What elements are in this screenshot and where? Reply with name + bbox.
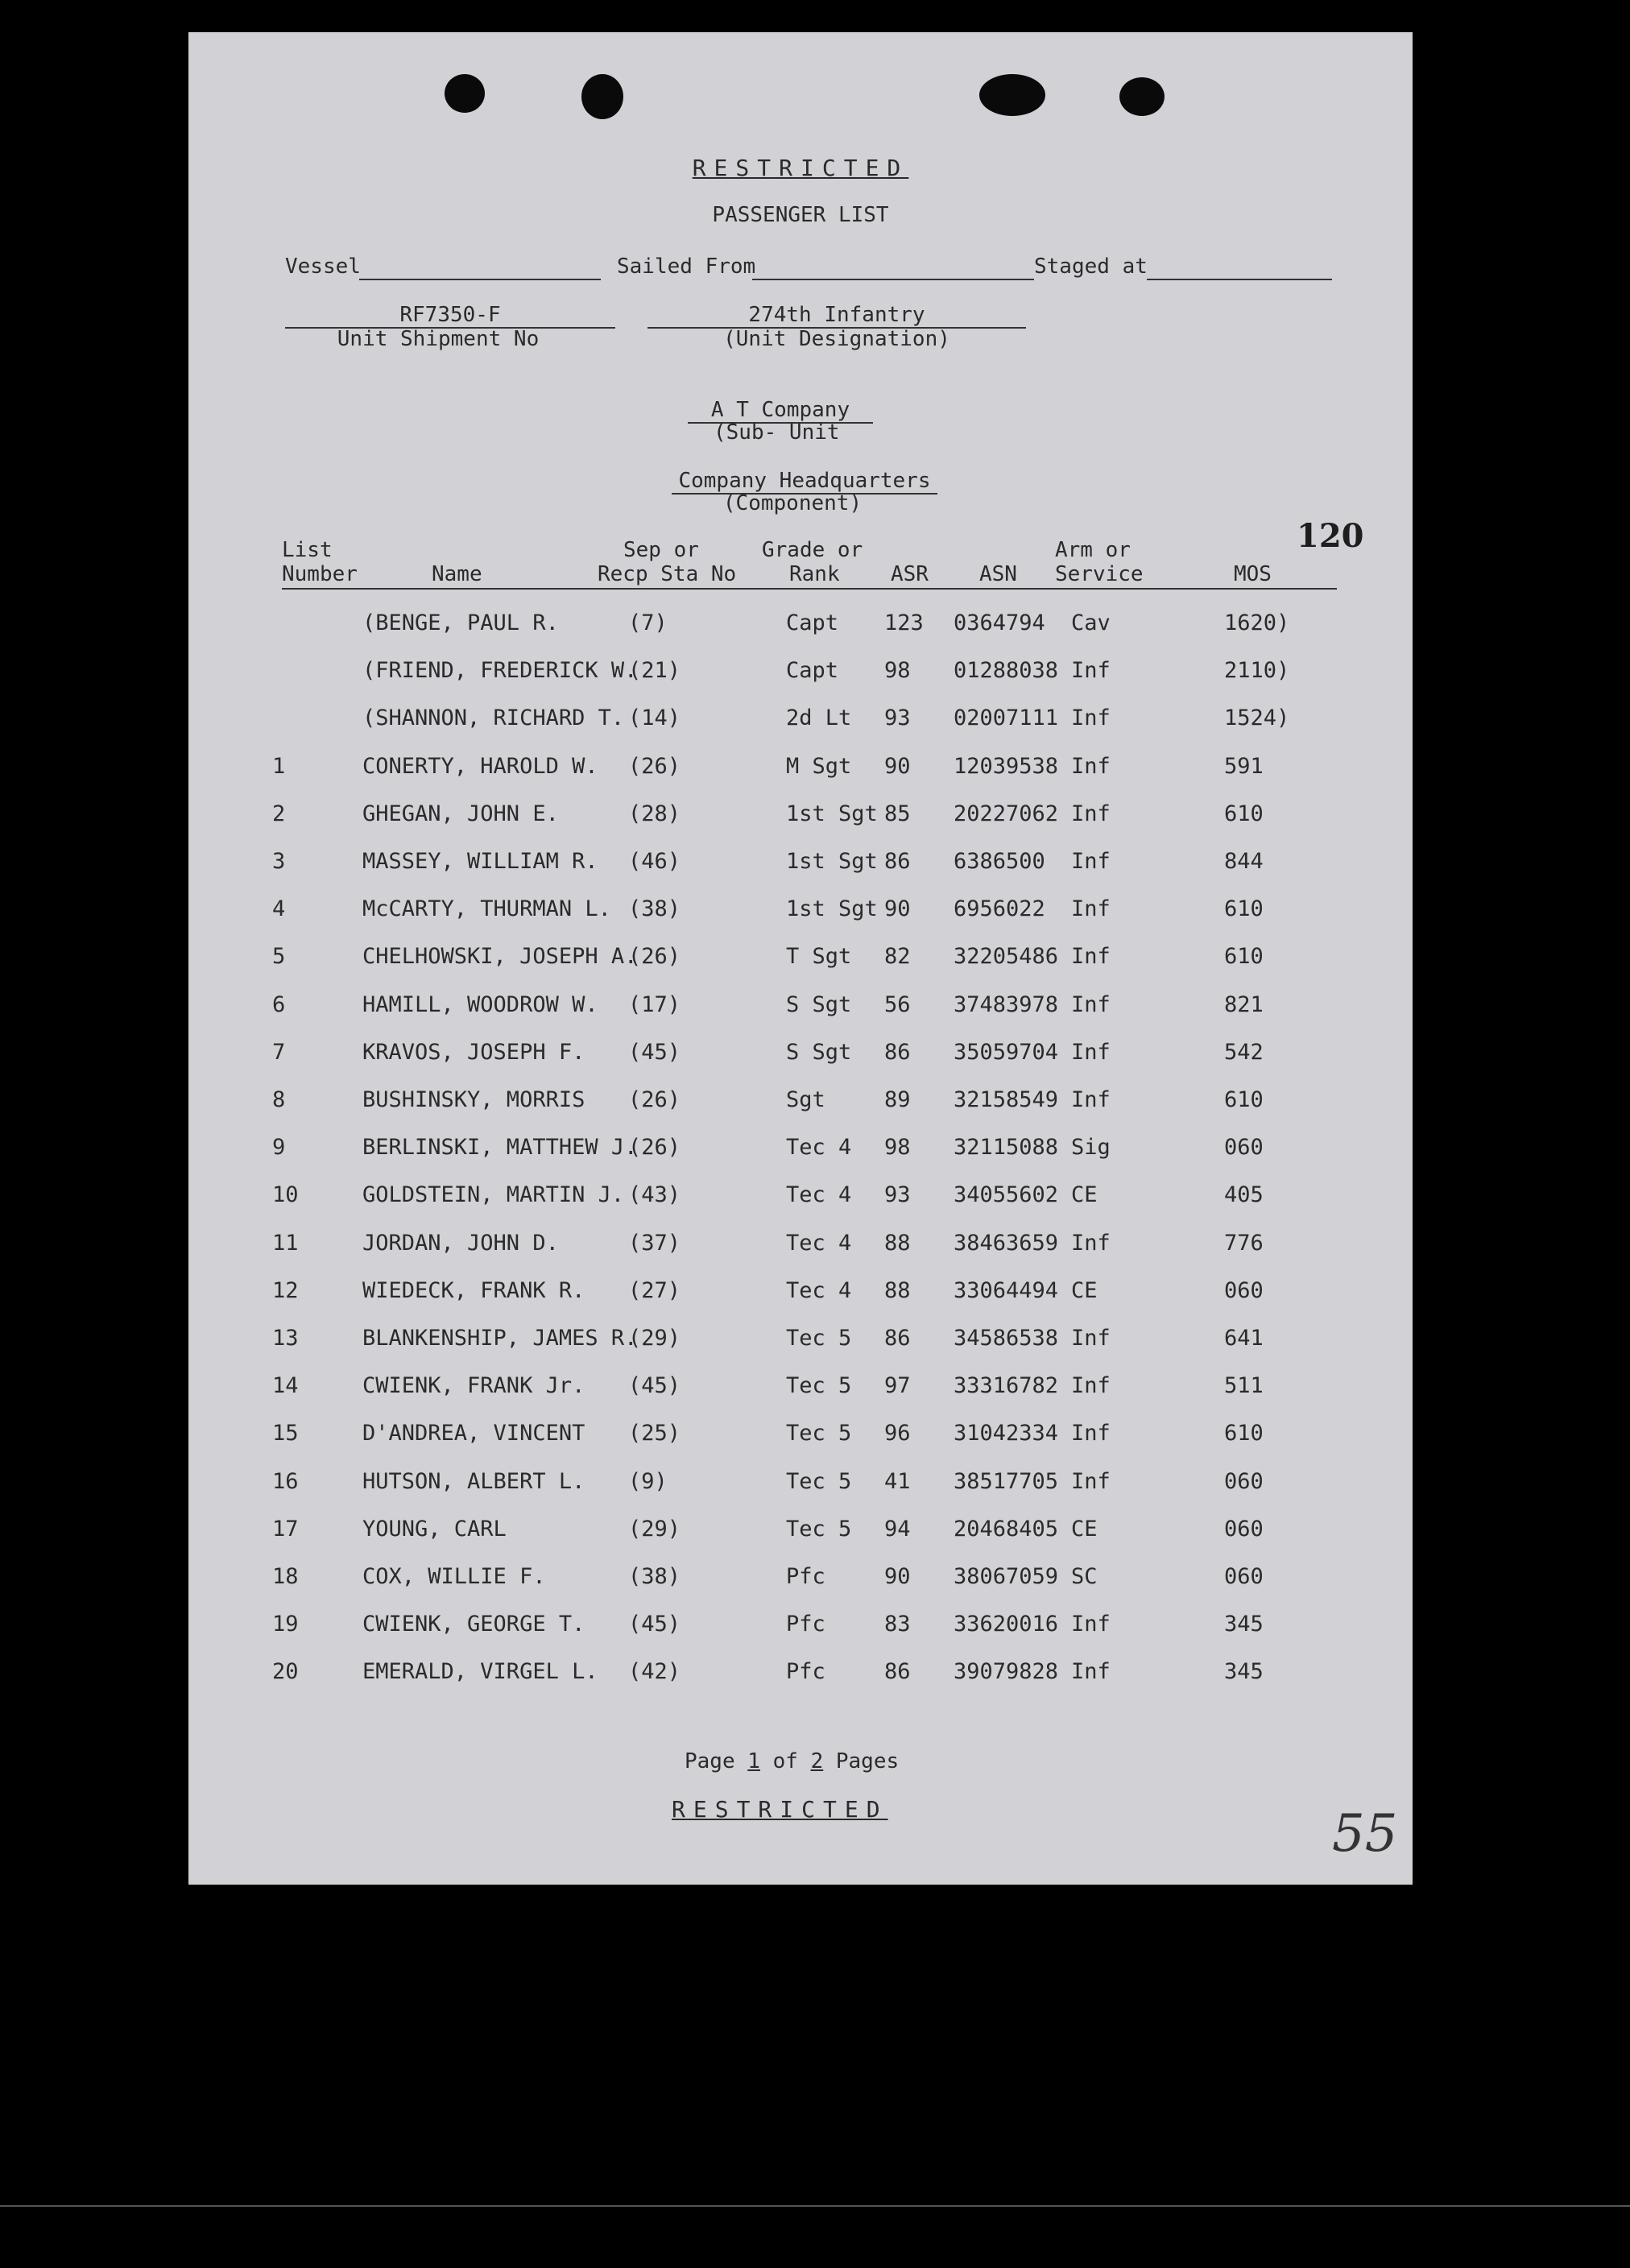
list-number: 8 <box>272 1087 286 1112</box>
recp-sta-no: (17) <box>628 991 681 1017</box>
grade-rank: 1st Sgt <box>786 896 878 922</box>
table-row <box>188 1564 1413 1596</box>
asr-score: 56 <box>884 991 911 1017</box>
mos-code: 405 <box>1224 1182 1264 1208</box>
asn-number: 34055602 <box>954 1182 1059 1208</box>
passenger-name: YOUNG, CARL <box>362 1516 507 1542</box>
grade-rank: S Sgt <box>786 1039 852 1065</box>
passenger-name: (SHANNON, RICHARD T. <box>362 706 625 731</box>
arm-service: Inf <box>1071 1373 1111 1399</box>
passenger-name: (BENGE, PAUL R. <box>362 610 559 635</box>
header-rule <box>282 588 1337 590</box>
asr-score: 123 <box>884 610 924 635</box>
grade-rank: Capt <box>786 658 839 684</box>
table-row <box>188 1326 1413 1358</box>
recp-sta-no: (37) <box>628 1230 681 1256</box>
asn-number: 02007111 <box>954 706 1059 731</box>
recp-sta-no: (26) <box>628 1087 681 1112</box>
arm-service: CE <box>1071 1182 1098 1208</box>
asn-number: 33316782 <box>954 1373 1059 1399</box>
col-sep-or: Sep or <box>623 538 699 562</box>
grade-rank: Pfc <box>786 1659 825 1685</box>
asn-number: 32115088 <box>954 1135 1059 1161</box>
arm-service: Inf <box>1071 658 1111 684</box>
list-number: 6 <box>272 991 286 1017</box>
arm-service: Cav <box>1071 610 1111 635</box>
arm-service: Inf <box>1071 1326 1111 1351</box>
list-number: 13 <box>272 1326 299 1351</box>
unit-designation-value: 274th Infantry <box>748 303 925 327</box>
col-mos: MOS <box>1234 562 1272 586</box>
asn-number: 0364794 <box>954 610 1045 635</box>
recp-sta-no: (7) <box>628 610 668 635</box>
handwritten-number: 55 <box>1332 1804 1398 1864</box>
recp-sta-no: (45) <box>628 1612 681 1637</box>
arm-service: Inf <box>1071 706 1111 731</box>
table-row <box>188 1087 1413 1120</box>
unit-shipment-label: Unit Shipment No <box>337 327 540 351</box>
list-number: 19 <box>272 1612 299 1637</box>
asr-score: 96 <box>884 1421 911 1446</box>
col-list: List <box>282 538 333 562</box>
grade-rank: Capt <box>786 610 839 635</box>
grade-rank: Sgt <box>786 1087 825 1112</box>
grade-rank: Pfc <box>786 1564 825 1589</box>
mos-code: 060 <box>1224 1564 1264 1589</box>
grade-rank: Tec 4 <box>786 1182 852 1208</box>
asr-score: 86 <box>884 849 911 874</box>
passenger-name: WIEDECK, FRANK R. <box>362 1277 585 1303</box>
staged-at-blank <box>1147 279 1332 280</box>
passenger-name: D'ANDREA, VINCENT <box>362 1421 585 1446</box>
vessel-blank <box>359 279 601 280</box>
punch-hole <box>581 74 623 119</box>
pages-word: Pages <box>835 1749 900 1773</box>
recp-sta-no: (26) <box>628 753 681 779</box>
table-row <box>188 1135 1413 1167</box>
mos-code: 060 <box>1224 1468 1264 1494</box>
page-number: 1 <box>747 1749 760 1773</box>
asr-score: 88 <box>884 1230 911 1256</box>
mos-code: 1524) <box>1224 706 1290 731</box>
arm-service: Inf <box>1071 1230 1111 1256</box>
table-row <box>188 610 1413 643</box>
list-number: 1 <box>272 753 286 779</box>
sailed-from-blank <box>752 279 1034 280</box>
arm-service: Inf <box>1071 1087 1111 1112</box>
table-row <box>188 1517 1413 1549</box>
asr-score: 97 <box>884 1373 911 1399</box>
asn-number: 37483978 <box>954 991 1059 1017</box>
arm-service: CE <box>1071 1277 1098 1303</box>
passenger-name: GHEGAN, JOHN E. <box>362 801 559 826</box>
mos-code: 844 <box>1224 849 1264 874</box>
scan-edge-line <box>0 2205 1630 2207</box>
passenger-name: HAMILL, WOODROW W. <box>362 991 598 1017</box>
table-row <box>188 1040 1413 1072</box>
mos-code: 060 <box>1224 1277 1264 1303</box>
asr-score: 85 <box>884 801 911 826</box>
arm-service: Inf <box>1071 1659 1111 1685</box>
passenger-name: KRAVOS, JOSEPH F. <box>362 1039 585 1065</box>
asn-number: 6386500 <box>954 849 1045 874</box>
passenger-name: GOLDSTEIN, MARTIN J. <box>362 1182 625 1208</box>
passenger-name: McCARTY, THURMAN L. <box>362 896 611 922</box>
page-word: Page <box>685 1749 735 1773</box>
grade-rank: 1st Sgt <box>786 849 878 874</box>
asn-number: 32205486 <box>954 944 1059 970</box>
list-number: 16 <box>272 1468 299 1494</box>
staged-at-label: Staged at <box>1034 255 1148 279</box>
list-number: 11 <box>272 1230 299 1256</box>
passenger-name: CWIENK, FRANK Jr. <box>362 1373 585 1399</box>
recp-sta-no: (25) <box>628 1421 681 1446</box>
punch-hole <box>445 74 485 113</box>
grade-rank: Tec 4 <box>786 1277 852 1303</box>
asn-number: 33064494 <box>954 1277 1059 1303</box>
mos-code: 2110) <box>1224 658 1290 684</box>
arm-service: CE <box>1071 1516 1098 1542</box>
table-row <box>188 1612 1413 1644</box>
sub-unit-value: A T Company <box>710 398 850 422</box>
arm-service: Inf <box>1071 991 1111 1017</box>
grade-rank: Tec 4 <box>786 1135 852 1161</box>
mos-code: 542 <box>1224 1039 1264 1065</box>
sailed-from-label: Sailed From <box>617 255 756 279</box>
list-number: 14 <box>272 1373 299 1399</box>
mos-code: 1620) <box>1224 610 1290 635</box>
document-sheet <box>188 32 1413 1885</box>
recp-sta-no: (42) <box>628 1659 681 1685</box>
table-row <box>188 754 1413 786</box>
arm-service: Inf <box>1071 1421 1111 1446</box>
passenger-name: CWIENK, GEORGE T. <box>362 1612 585 1637</box>
recp-sta-no: (45) <box>628 1039 681 1065</box>
grade-rank: S Sgt <box>786 991 852 1017</box>
asr-score: 41 <box>884 1468 911 1494</box>
grade-rank: M Sgt <box>786 753 852 779</box>
col-name: Name <box>432 562 482 586</box>
recp-sta-no: (46) <box>628 849 681 874</box>
mos-code: 511 <box>1224 1373 1264 1399</box>
asn-number: 38517705 <box>954 1468 1059 1494</box>
table-row <box>188 849 1413 881</box>
asr-score: 86 <box>884 1659 911 1685</box>
component-value: Company Headquarters <box>678 469 931 493</box>
arm-service: SC <box>1071 1564 1098 1589</box>
arm-service: Inf <box>1071 896 1111 922</box>
recp-sta-no: (45) <box>628 1373 681 1399</box>
col-recp-sta-no: Recp Sta No <box>598 562 737 586</box>
asn-number: 39079828 <box>954 1659 1059 1685</box>
asn-number: 12039538 <box>954 753 1059 779</box>
mos-code: 060 <box>1224 1516 1264 1542</box>
arm-service: Inf <box>1071 1039 1111 1065</box>
col-grade-or: Grade or <box>762 538 863 562</box>
asr-score: 93 <box>884 706 911 731</box>
passenger-name: CHELHOWSKI, JOSEPH A. <box>362 944 638 970</box>
table-row <box>188 1182 1413 1215</box>
of-word: of <box>772 1749 798 1773</box>
stamped-page-number: 120 <box>1297 517 1364 555</box>
document-title: PASSENGER LIST <box>712 203 889 227</box>
asr-score: 82 <box>884 944 911 970</box>
recp-sta-no: (38) <box>628 896 681 922</box>
passenger-name: HUTSON, ALBERT L. <box>362 1468 585 1494</box>
recp-sta-no: (29) <box>628 1516 681 1542</box>
asr-score: 83 <box>884 1612 911 1637</box>
grade-rank: Pfc <box>786 1612 825 1637</box>
arm-service: Inf <box>1071 849 1111 874</box>
mos-code: 641 <box>1224 1326 1264 1351</box>
mos-code: 776 <box>1224 1230 1264 1256</box>
grade-rank: 1st Sgt <box>786 801 878 826</box>
list-number: 3 <box>272 849 286 874</box>
asr-score: 89 <box>884 1087 911 1112</box>
asr-score: 93 <box>884 1182 911 1208</box>
recp-sta-no: (14) <box>628 706 681 731</box>
asn-number: 38067059 <box>954 1564 1059 1589</box>
recp-sta-no: (21) <box>628 658 681 684</box>
col-number: Number <box>282 562 358 586</box>
passenger-name: MASSEY, WILLIAM R. <box>362 849 598 874</box>
col-asr: ASR <box>891 562 929 586</box>
unit-shipment-value: RF7350-F <box>399 303 501 327</box>
table-row <box>188 1278 1413 1310</box>
asn-number: 34586538 <box>954 1326 1059 1351</box>
asn-number: 20227062 <box>954 801 1059 826</box>
recp-sta-no: (26) <box>628 1135 681 1161</box>
asr-score: 90 <box>884 896 911 922</box>
arm-service: Inf <box>1071 1612 1111 1637</box>
recp-sta-no: (28) <box>628 801 681 826</box>
col-asn: ASN <box>979 562 1017 586</box>
restricted-header: RESTRICTED <box>692 155 909 181</box>
punch-hole <box>979 74 1045 116</box>
list-number: 15 <box>272 1421 299 1446</box>
asr-score: 90 <box>884 1564 911 1589</box>
recp-sta-no: (43) <box>628 1182 681 1208</box>
asn-number: 32158549 <box>954 1087 1059 1112</box>
list-number: 12 <box>272 1277 299 1303</box>
col-arm-or: Arm or <box>1055 538 1131 562</box>
asr-score: 90 <box>884 753 911 779</box>
arm-service: Inf <box>1071 801 1111 826</box>
grade-rank: T Sgt <box>786 944 852 970</box>
arm-service: Sig <box>1071 1135 1111 1161</box>
recp-sta-no: (26) <box>628 944 681 970</box>
passenger-name: (FRIEND, FREDERICK W. <box>362 658 638 684</box>
mos-code: 610 <box>1224 896 1264 922</box>
asn-number: 6956022 <box>954 896 1045 922</box>
passenger-name: BUSHINSKY, MORRIS <box>362 1087 585 1112</box>
recp-sta-no: (27) <box>628 1277 681 1303</box>
table-row <box>188 706 1413 738</box>
list-number: 9 <box>272 1135 286 1161</box>
asr-score: 98 <box>884 1135 911 1161</box>
list-number: 4 <box>272 896 286 922</box>
mos-code: 060 <box>1224 1135 1264 1161</box>
recp-sta-no: (29) <box>628 1326 681 1351</box>
asn-number: 20468405 <box>954 1516 1059 1542</box>
mos-code: 591 <box>1224 753 1264 779</box>
table-row <box>188 1231 1413 1263</box>
table-row <box>188 1421 1413 1453</box>
list-number: 5 <box>272 944 286 970</box>
mos-code: 345 <box>1224 1659 1264 1685</box>
arm-service: Inf <box>1071 1468 1111 1494</box>
recp-sta-no: (38) <box>628 1564 681 1589</box>
asn-number: 38463659 <box>954 1230 1059 1256</box>
list-number: 20 <box>272 1659 299 1685</box>
restricted-footer: RESTRICTED <box>672 1796 888 1823</box>
mos-code: 610 <box>1224 801 1264 826</box>
grade-rank: Tec 5 <box>786 1421 852 1446</box>
list-number: 18 <box>272 1564 299 1589</box>
passenger-name: EMERALD, VIRGEL L. <box>362 1659 598 1685</box>
table-row <box>188 896 1413 929</box>
grade-rank: Tec 5 <box>786 1326 852 1351</box>
passenger-name: BLANKENSHIP, JAMES R. <box>362 1326 638 1351</box>
table-row <box>188 1373 1413 1405</box>
arm-service: Inf <box>1071 753 1111 779</box>
table-row <box>188 944 1413 976</box>
recp-sta-no: (9) <box>628 1468 668 1494</box>
mos-code: 610 <box>1224 1421 1264 1446</box>
grade-rank: Tec 5 <box>786 1468 852 1494</box>
list-number: 10 <box>272 1182 299 1208</box>
arm-service: Inf <box>1071 944 1111 970</box>
table-row <box>188 1659 1413 1691</box>
asn-number: 35059704 <box>954 1039 1059 1065</box>
asr-score: 98 <box>884 658 911 684</box>
grade-rank: Tec 5 <box>786 1516 852 1542</box>
component-label: (Component) <box>722 491 863 515</box>
mos-code: 610 <box>1224 944 1264 970</box>
asr-score: 88 <box>884 1277 911 1303</box>
page-total: 2 <box>810 1749 824 1773</box>
grade-rank: Tec 4 <box>786 1230 852 1256</box>
vessel-label: Vessel <box>285 255 361 279</box>
list-number: 2 <box>272 801 286 826</box>
mos-code: 345 <box>1224 1612 1264 1637</box>
sub-unit-label: (Sub- Unit <box>714 420 840 445</box>
asn-number: 31042334 <box>954 1421 1059 1446</box>
asr-score: 86 <box>884 1326 911 1351</box>
table-row <box>188 658 1413 690</box>
list-number: 7 <box>272 1039 286 1065</box>
passenger-name: BERLINSKI, MATTHEW J. <box>362 1135 638 1161</box>
page-indicator <box>685 1749 899 1773</box>
col-rank: Rank <box>789 562 840 586</box>
list-number: 17 <box>272 1516 299 1542</box>
punch-hole <box>1119 77 1165 116</box>
asn-number: 01288038 <box>954 658 1059 684</box>
passenger-name: COX, WILLIE F. <box>362 1564 546 1589</box>
grade-rank: 2d Lt <box>786 706 852 731</box>
asn-number: 33620016 <box>954 1612 1059 1637</box>
col-service: Service <box>1055 562 1144 586</box>
passenger-name: JORDAN, JOHN D. <box>362 1230 559 1256</box>
grade-rank: Tec 5 <box>786 1373 852 1399</box>
mos-code: 821 <box>1224 991 1264 1017</box>
table-row <box>188 992 1413 1024</box>
passenger-name: CONERTY, HAROLD W. <box>362 753 598 779</box>
mos-code: 610 <box>1224 1087 1264 1112</box>
table-row <box>188 801 1413 834</box>
table-row <box>188 1469 1413 1501</box>
asr-score: 86 <box>884 1039 911 1065</box>
asr-score: 94 <box>884 1516 911 1542</box>
unit-designation-label: (Unit Designation) <box>723 327 950 351</box>
